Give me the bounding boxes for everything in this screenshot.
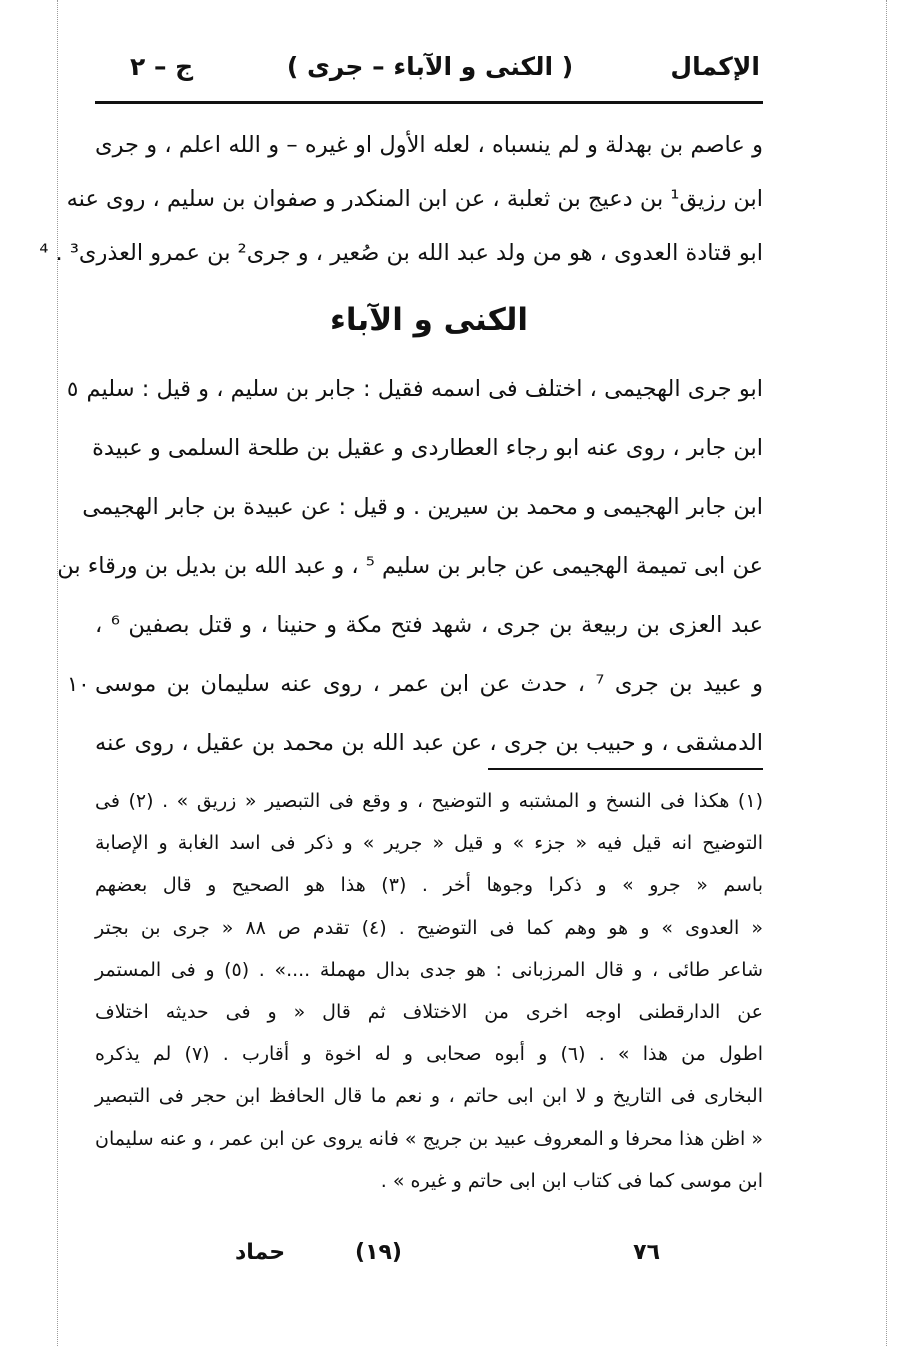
footnote-line: ابن موسى كما فى كتاب ابن ابى حاتم و غيره » . [380, 1169, 763, 1192]
text-line [95, 714, 763, 773]
right-margin-dots [886, 0, 887, 1346]
footnote-line: اطول من هذا » . (٦) و أبوه صحابى و له اخوة و أقارب . (٧) لم يذكره [95, 1043, 763, 1066]
footnote-line: التوضيح انه قيل فيه « جزء » و قيل « جرير » و ذكر فى اسد الغابة و الإصابة [95, 832, 763, 855]
text-line: ابن رزيق¹ بن دعيج بن ثعلبة ، عن ابن المنكدر و صفوان بن سليم ، روى عنه [66, 186, 763, 212]
footnotes [95, 780, 763, 1202]
header-rule [95, 101, 763, 104]
page-number: ٧٦ [633, 1240, 660, 1265]
main-text [39, 118, 763, 773]
book-title: الإكمال [670, 52, 760, 81]
line-text: ابن جابر ، روى عنه ابو رجاء العطاردى و عقيل بن طلحة السلمى و عبيدة [92, 435, 763, 461]
page-footer [100, 1240, 660, 1280]
line-text: عبد العزى بن ربيعة بن جرى ، شهد فتح مكة و حنينا ، و قتل بصفين ⁶ ، [95, 612, 763, 638]
line-number: ٥ [67, 377, 79, 401]
footnote-line: باسم « جرو » و ذكرا وجوها أخر . (٣) هذا هو الصحيح و قال بعضهم [95, 874, 763, 897]
printer-name: حماد [235, 1240, 286, 1265]
text-line [95, 596, 763, 655]
footnote-line: « اظن هذا محرفا و المعروف عبيد بن جريج » فانه يروى عن ابن عمر ، و عنه سليمان [95, 1127, 763, 1150]
text-line [67, 655, 763, 714]
footnote-line: البخارى فى التاريخ و لا ابن ابى حاتم ، و نعم ما قال الحافظ ابن حجر فى التبصير [95, 1085, 763, 1108]
line-number: ١٠ [67, 672, 90, 696]
footnote-line: عن الدارقطنى اوجه اخرى من الاختلاف ثم قال « و فى حديثه اختلاف [95, 1000, 763, 1023]
line-text: ابن جابر الهجيمى و محمد بن سيرين . و قيل : عن عبيدة بن جابر الهجيمى [82, 494, 763, 520]
footnote-line: « العدوى » و هو وهم كما فى التوضيح . (٤) تقدم ص ٨٨ « جرى بن بجتر [95, 916, 764, 939]
running-header [100, 52, 760, 100]
volume-label: ج – ٢ [130, 52, 194, 81]
section-heading: ( الكنى و الآباء – جرى ) [286, 52, 574, 81]
text-line [57, 537, 763, 596]
line-text: الدمشقى ، و حبيب بن جرى ، عن عبد الله بن محمد بن عقيل ، روى عنه [95, 730, 763, 756]
footnote-line: (١) هكذا فى النسخ و المشتبه و التوضيح ، و وقع فى التبصير « زريق » . (٢) فى [95, 790, 763, 812]
line-text: ابو جرى الهجيمى ، اختلف فى اسمه فقيل : جابر بن سليم ، و قيل : سليم [86, 376, 763, 402]
text-line: و عاصم بن بهدلة و لم ينسباه ، لعله الأول او غيره – و الله اعلم ، و جرى [95, 132, 763, 158]
text-line [67, 360, 763, 419]
left-margin-dots [57, 0, 58, 1346]
line-text: و عبيد بن جرى ⁷ ، حدث عن ابن عمر ، روى عنه سليمان بن موسى [95, 671, 763, 697]
section-title: الكنى و الآباء [329, 302, 528, 338]
footnote-line: شاعر طائى ، و قال المرزبانى : هو جدى بدال مهملة ....» . (٥) و فى المستمر [95, 958, 763, 981]
line-text: عن ابى تميمة الهجيمى عن جابر بن سليم ⁵ ، و عبد الله بن بديل بن ورقاء بن [57, 553, 763, 579]
footnote-separator [488, 768, 763, 770]
text-line [82, 478, 763, 537]
text-line [92, 419, 763, 478]
signature-mark: (١٩) [355, 1240, 402, 1265]
text-line: ابو قتادة العدوى ، هو من ولد عبد الله بن صُعير ، و جرى² بن عمرو العذرى³ . ⁴ [39, 240, 763, 266]
